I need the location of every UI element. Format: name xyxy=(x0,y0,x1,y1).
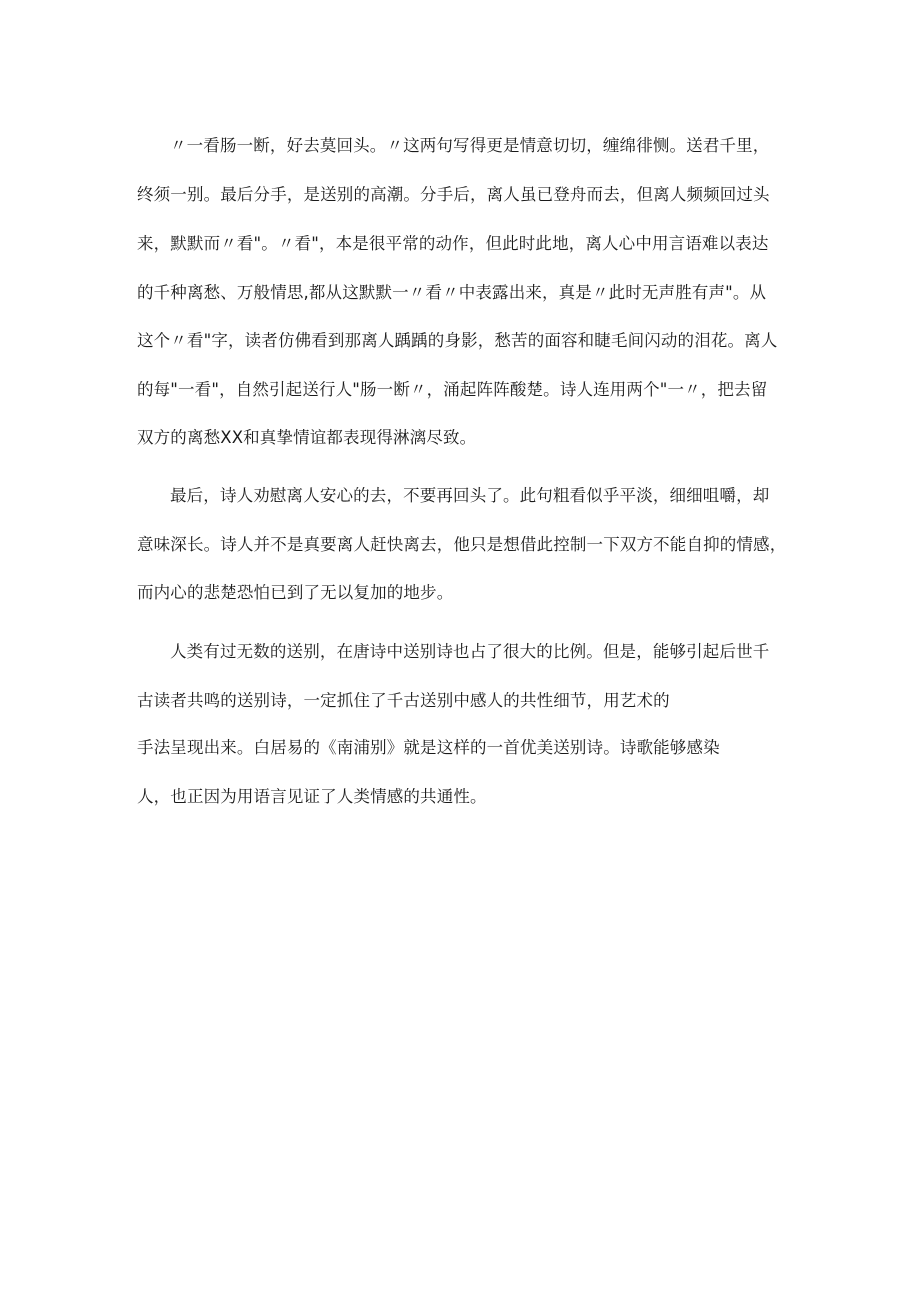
paragraph-line: 意味深长。诗人并不是真要离人赶快离去，他只是想借此控制一下双方不能自抑的情感， xyxy=(137,535,787,554)
paragraph-line: 人类有过无数的送别，在唐诗中送别诗也占了很大的比例。但是，能够引起后世千 xyxy=(170,642,770,661)
paragraph-line: 的千种离愁、万般情思,都从这默默一〃看〃中表露出来，真是〃此时无声胜有声"。从 xyxy=(137,283,767,302)
paragraph-line: 〃一看肠一断，好去莫回头。〃这两句写得更是情意切切，缠绵徘恻。送君千里， xyxy=(170,136,770,155)
paragraph-line: 而内心的悲楚恐怕已到了无以复加的地步。 xyxy=(137,583,454,602)
paragraph-line: 最后，诗人劝慰离人安心的去，不要再回头了。此句粗看似乎平淡，细细咀嚼，却 xyxy=(170,486,770,505)
paragraph-line: 手法呈现出来。白居易的《南浦别》就是这样的一首优美送别诗。诗歌能够感染 xyxy=(137,738,720,757)
paragraph-line: 这个〃看"字，读者仿佛看到那离人踽踽的身影，愁苦的面容和睫毛间闪动的泪花。离人 xyxy=(137,331,778,350)
paragraph-line: 人，也正因为用语言见证了人类情感的共通性。 xyxy=(137,787,487,806)
paragraph-line: 古读者共鸣的送别诗，一定抓住了千古送别中感人的共性细节，用艺术的 xyxy=(137,691,670,710)
paragraph-line: 双方的离愁XX和真挚情谊都表现得淋漓尽致。 xyxy=(137,428,477,447)
paragraph-line: 终须一别。最后分手，是送别的高潮。分手后，离人虽已登舟而去，但离人频频回过头 xyxy=(137,185,770,204)
paragraph-line: 来，默默而〃看"。〃看"，本是很平常的动作，但此时此地，离人心中用言语难以表达 xyxy=(137,234,769,253)
paragraph-line: 的每"一看"，自然引起送行人"肠一断〃，涌起阵阵酸楚。诗人连用两个"一〃，把去留 xyxy=(137,380,768,399)
